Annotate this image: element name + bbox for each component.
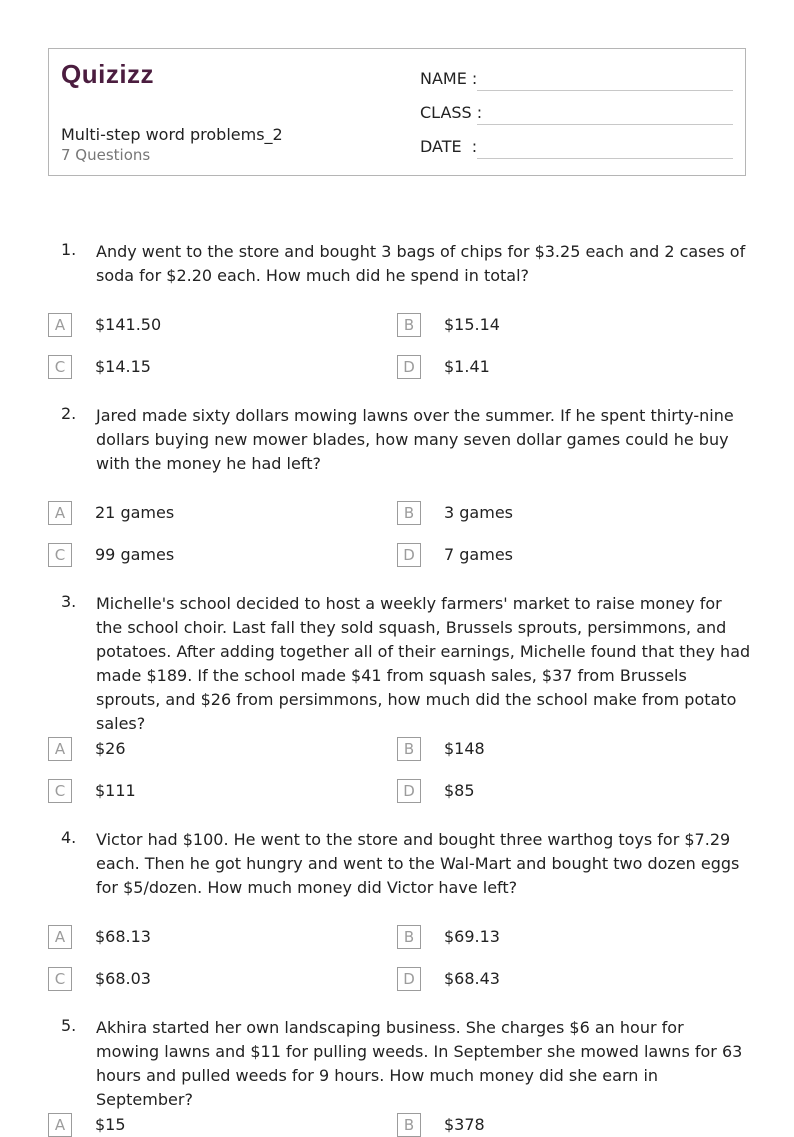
option-text: $141.50 xyxy=(95,315,162,334)
option-letter: A xyxy=(48,925,72,949)
option-letter: A xyxy=(48,501,72,525)
question-text: Victor had $100. He went to the store and bought three warthog toys for $7.29 each. Then he got hungry and went to the Wal-Mart and bought two dozen eggs for $5/dozen. How much money did Victor have left? xyxy=(96,830,740,897)
question-number: 4. xyxy=(61,828,77,847)
question-text: Michelle's school decided to host a weekly farmers' market to raise money for the school choir. Last fall they sold squash, Brussels sprouts, persimmons, and potatoes. After adding together all of their earnings, Michelle found that they had made $189. If the school made $41 from squash sales, $37 from Brussels sprouts, and $26 from persimmons, how much did the school make from potato sales? xyxy=(96,594,751,733)
option-letter: C xyxy=(48,543,72,567)
option-letter: B xyxy=(397,1113,421,1137)
option-letter: A xyxy=(48,313,72,337)
worksheet-header xyxy=(48,48,746,176)
option-letter: D xyxy=(397,779,421,803)
question-text: Jared made sixty dollars mowing lawns over the summer. If he spent thirty-nine dollars buying new mower blades, how many seven dollar games could he buy with the money he had left? xyxy=(96,406,734,473)
class-label: CLASS : xyxy=(420,103,483,122)
question-number: 5. xyxy=(61,1016,77,1035)
option-text: $15.14 xyxy=(444,315,500,334)
option-letter: D xyxy=(397,543,421,567)
name-label: NAME : xyxy=(420,69,478,88)
option-letter: B xyxy=(397,925,421,949)
option-letter: B xyxy=(397,313,421,337)
option-letter: A xyxy=(48,737,72,761)
option-text: 3 games xyxy=(444,503,513,522)
option-text: 21 games xyxy=(95,503,175,522)
option-letter: A xyxy=(48,1113,72,1137)
option-text: $68.03 xyxy=(95,969,151,988)
question-number: 1. xyxy=(61,240,77,259)
option-letter: D xyxy=(397,355,421,379)
option-letter: C xyxy=(48,967,72,991)
option-text: $1.41 xyxy=(444,357,490,376)
option-text: $69.13 xyxy=(444,927,500,946)
question-number: 2. xyxy=(61,404,77,423)
name-line[interactable] xyxy=(477,90,733,91)
option-text: $14.15 xyxy=(95,357,151,376)
option-letter: C xyxy=(48,355,72,379)
option-letter: B xyxy=(397,501,421,525)
worksheet-title: Multi-step word problems_2 xyxy=(61,125,283,144)
question-count: 7 Questions xyxy=(61,146,151,164)
date-label: DATE : xyxy=(420,137,478,156)
date-line[interactable] xyxy=(477,158,733,159)
option-text: $26 xyxy=(95,739,126,758)
question-number: 3. xyxy=(61,592,77,611)
question-text: Akhira started her own landscaping business. She charges $6 an hour for mowing lawns and $11 for pulling weeds. In September she mowed lawns for 63 hours and pulled weeds for 9 hours. How much money did she earn in September? xyxy=(96,1018,743,1109)
option-letter: C xyxy=(48,779,72,803)
option-text: $148 xyxy=(444,739,485,758)
class-line[interactable] xyxy=(477,124,733,125)
option-text: 99 games xyxy=(95,545,175,564)
option-text: 7 games xyxy=(444,545,513,564)
option-letter: B xyxy=(397,737,421,761)
option-text: $85 xyxy=(444,781,475,800)
option-text: $68.13 xyxy=(95,927,151,946)
option-text: $111 xyxy=(95,781,136,800)
option-letter: D xyxy=(397,967,421,991)
option-text: $68.43 xyxy=(444,969,500,988)
option-text: $15 xyxy=(95,1115,126,1134)
quizizz-logo: Quizizz xyxy=(61,59,155,89)
question-text: Andy went to the store and bought 3 bags of chips for $3.25 each and 2 cases of soda for $2.20 each. How much did he spend in total? xyxy=(96,242,746,285)
option-text: $378 xyxy=(444,1115,485,1134)
